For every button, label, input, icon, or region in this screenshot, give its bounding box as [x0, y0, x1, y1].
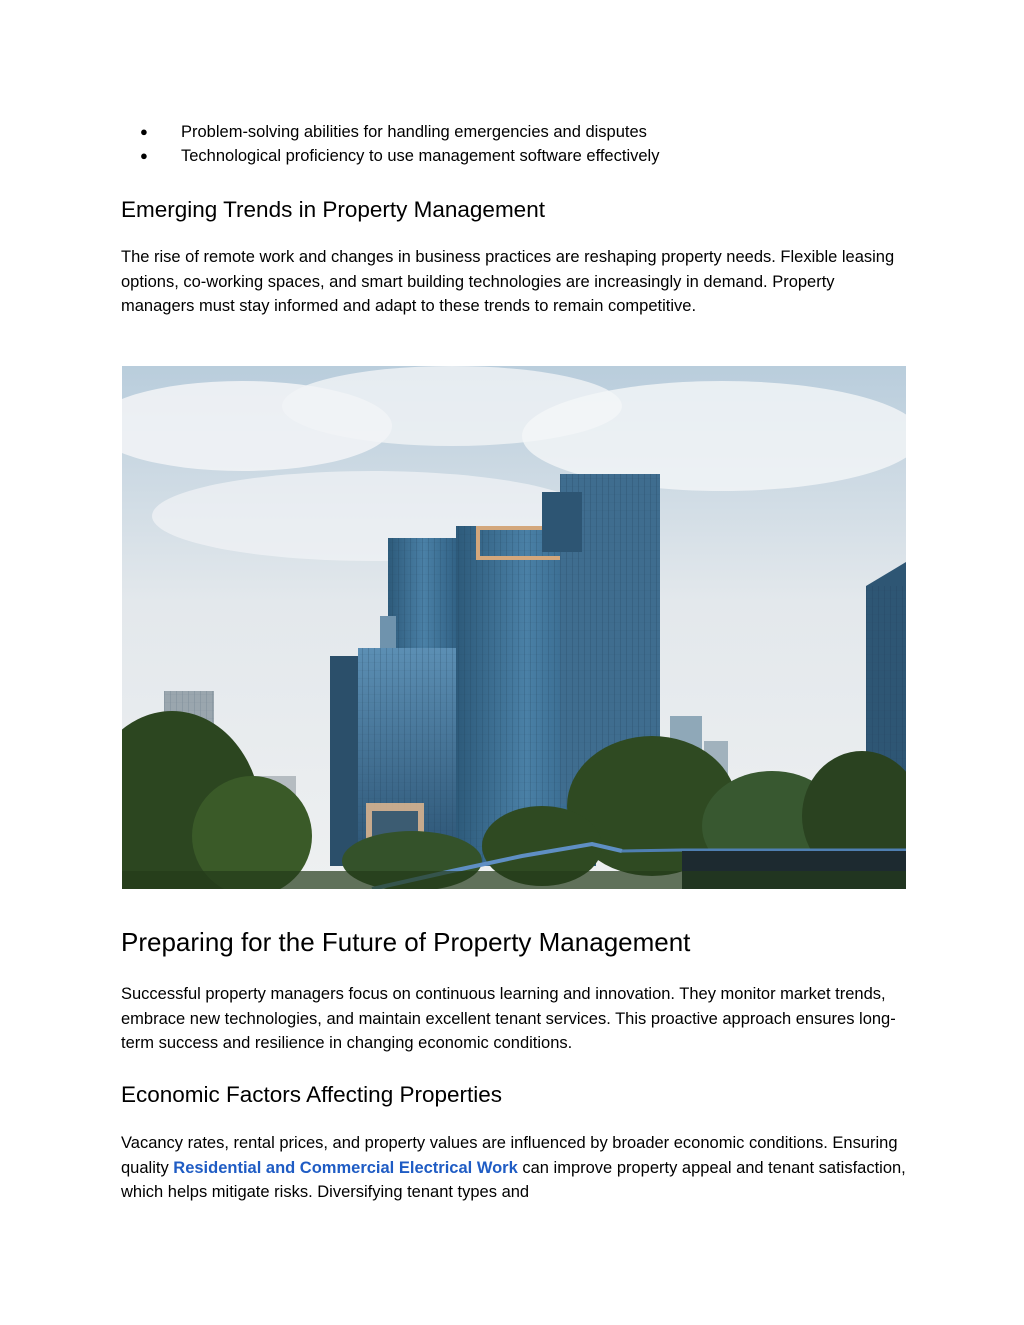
section-heading-preparing-future: Preparing for the Future of Property Management	[121, 927, 691, 957]
electrical-work-link[interactable]: Residential and Commercial Electrical Work	[173, 1158, 518, 1177]
list-item-text: Problem-solving abilities for handling emergencies and disputes	[181, 123, 647, 141]
paragraph-preparing-future: Successful property managers focus on continuous learning and innovation. They monitor market trends, embrace new technologies, and maintain excellent tenant services. This proactive approach ensures long-term success and resilience in changing economic conditions.	[121, 985, 896, 1053]
bullet-list	[121, 120, 659, 168]
list-item	[121, 120, 659, 144]
paragraph-emerging-trends: The rise of remote work and changes in business practices are reshaping property needs. Flexible leasing options, co-working spaces, and smart building technologies are increasingly in demand. Property managers must stay informed and adapt to these trends to remain competitive.	[121, 248, 895, 316]
bullet-icon: ●	[140, 148, 148, 163]
list-item-text: Technological proficiency to use management software effectively	[181, 147, 660, 165]
paragraph-economic-factors	[121, 1131, 911, 1205]
city-skyscrapers-photo	[122, 366, 906, 889]
section-heading-emerging-trends: Emerging Trends in Property Management	[121, 197, 545, 222]
paragraph-text: can improve property appeal and tenant satisfaction, which helps mitigate risks. Diversifying tenant types and	[121, 1158, 906, 1202]
paragraph-text: Vacancy rates, rental prices, and property values are influenced by broader economic conditions. Ensuring quality	[121, 1134, 898, 1177]
list-item	[121, 144, 659, 168]
section-heading-economic-factors: Economic Factors Affecting Properties	[121, 1082, 503, 1107]
bullet-icon: ●	[140, 124, 148, 139]
